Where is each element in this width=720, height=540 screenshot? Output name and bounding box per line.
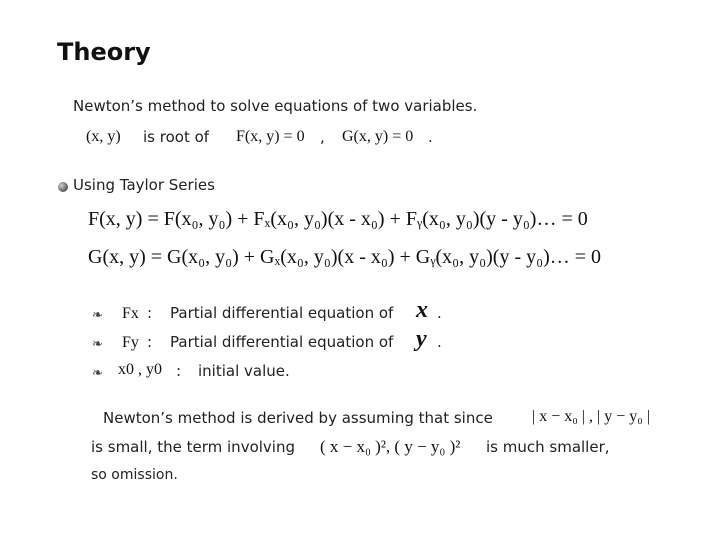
section-heading: Using Taylor Series bbox=[73, 176, 215, 194]
dingbat-marker-icon: ❧ bbox=[92, 337, 103, 352]
is-root-of-label: is root of bbox=[143, 128, 210, 146]
def-symbol-initial: x0 , y0 bbox=[118, 361, 162, 378]
period: . bbox=[428, 128, 433, 146]
page-title: Theory bbox=[57, 38, 151, 66]
dingbat-marker-icon: ❧ bbox=[92, 308, 103, 323]
def-variable-x: x bbox=[416, 297, 428, 323]
def-separator: : bbox=[176, 362, 182, 380]
taylor-equation-g: G(x, y) = G(x₀, y₀) + Gₓ(x₀, y₀)(x - x₀) + Gᵧ(x₀, y₀)(y - y₀)… = 0 bbox=[88, 246, 602, 268]
def-variable-y: y bbox=[416, 326, 427, 352]
intro-text: Newton’s method to solve equations of two variables. bbox=[73, 97, 478, 115]
comma: , bbox=[320, 128, 325, 146]
conclusion-line-2a: is small, the term involving bbox=[91, 438, 295, 456]
round-bullet-icon bbox=[58, 182, 68, 192]
squared-term-expression: ( x − x₀ )², ( y − y₀ )² bbox=[320, 437, 461, 456]
def-text: Partial differential equation of bbox=[170, 333, 394, 351]
root-variables: (x, y) bbox=[86, 128, 121, 145]
def-period: . bbox=[437, 333, 442, 351]
conclusion-line-1: Newton’s method is derived by assuming that since bbox=[103, 409, 493, 427]
conclusion-line-3: so omission. bbox=[91, 467, 178, 483]
def-text: initial value. bbox=[198, 362, 290, 380]
conclusion-line-2b: is much smaller, bbox=[486, 438, 610, 456]
def-symbol-fx: Fx bbox=[122, 305, 139, 322]
absolute-difference-expression: | x − x₀ | , | y − y₀ | bbox=[532, 408, 651, 425]
def-separator: : bbox=[147, 304, 153, 322]
def-text: Partial differential equation of bbox=[170, 304, 394, 322]
def-separator: : bbox=[147, 333, 153, 351]
def-period: . bbox=[437, 304, 442, 322]
equation-f-zero: F(x, y) = 0 bbox=[236, 128, 305, 145]
equation-g-zero: G(x, y) = 0 bbox=[342, 128, 414, 145]
def-symbol-fy: Fy bbox=[122, 334, 139, 351]
taylor-equation-f: F(x, y) = F(x₀, y₀) + Fₓ(x₀, y₀)(x - x₀) + Fᵧ(x₀, y₀)(y - y₀)… = 0 bbox=[88, 208, 588, 230]
dingbat-marker-icon: ❧ bbox=[92, 366, 103, 381]
